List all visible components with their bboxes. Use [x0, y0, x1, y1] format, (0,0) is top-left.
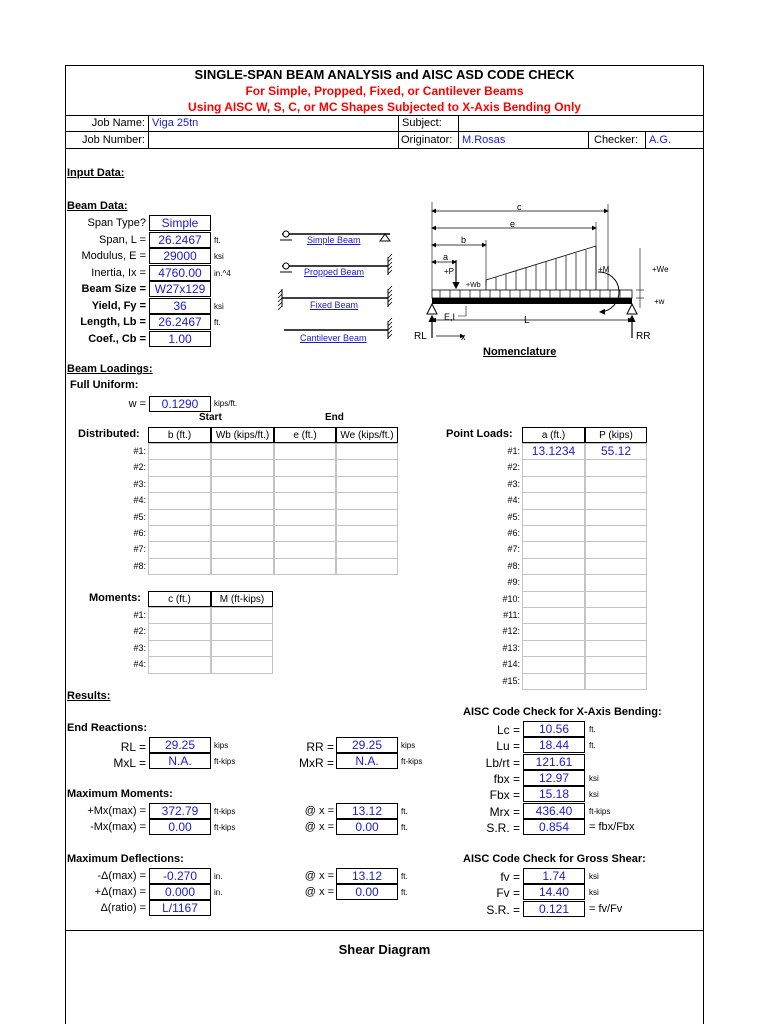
point-load-row-label: #15: — [502, 675, 520, 686]
moment-cell[interactable] — [148, 623, 211, 640]
nom-we: +We — [652, 265, 669, 274]
subtitle-2: Using AISC W, S, C, or MC Shapes Subjected to X-Axis Bending Only — [188, 100, 581, 114]
distributed-cell[interactable] — [148, 509, 211, 526]
beam-type-propped[interactable]: Propped Beam — [304, 267, 365, 277]
distributed-row-label: #4: — [133, 495, 146, 506]
ratio-label: Δ(ratio) = — [100, 902, 146, 914]
aisc-shear-label: fv = — [500, 870, 520, 884]
distributed-header: e (ft.) — [274, 427, 336, 443]
neg-m-x-value: 0.00 — [336, 819, 398, 835]
beam-field-unit: ft. — [214, 235, 221, 245]
distributed-cell[interactable] — [274, 459, 336, 476]
mxl-unit: ft-kips — [214, 757, 236, 766]
neg-d-unit: in. — [214, 872, 223, 881]
job-name-value[interactable]: Viga 25tn — [152, 117, 199, 129]
point-load-cell[interactable] — [522, 525, 585, 542]
distributed-cell[interactable] — [274, 476, 336, 493]
aisc-shear-value: 14.40 — [523, 884, 585, 900]
distributed-cell[interactable] — [274, 525, 336, 542]
point-load-cell[interactable] — [522, 459, 585, 476]
nom-rr: RR — [636, 331, 651, 342]
neg-m-x-unit: ft. — [401, 823, 408, 832]
distributed-cell[interactable] — [336, 492, 398, 509]
aisc-bending-label: Lb/rt = — [485, 755, 520, 770]
distributed-cell[interactable] — [211, 525, 274, 542]
originator-value[interactable]: M.Rosas — [462, 134, 506, 146]
distributed-cell[interactable] — [211, 492, 274, 509]
beam-type-simple[interactable]: Simple Beam — [307, 235, 361, 245]
nom-a: a — [443, 252, 449, 262]
full-uniform-heading: Full Uniform: — [70, 379, 139, 391]
beam-field-label: Coef., Cb = — [88, 332, 146, 345]
distributed-cell[interactable] — [148, 443, 211, 460]
beam-field-unit: ksi — [214, 301, 224, 311]
distributed-cell[interactable] — [148, 541, 211, 558]
divider — [65, 131, 704, 132]
job-number-label: Job Number: — [82, 134, 145, 146]
nom-x: x — [461, 332, 466, 342]
job-name-label: Job Name: — [91, 117, 145, 129]
distributed-header: We (kips/ft.) — [336, 427, 398, 443]
divider — [65, 930, 704, 931]
distributed-cell[interactable] — [274, 509, 336, 526]
pos-d-label: +Δ(max) = — [94, 886, 146, 898]
beam-field-unit: in.^4 — [214, 268, 231, 278]
input-data-heading: Input Data: — [67, 167, 125, 179]
pos-m-unit: ft-kips — [214, 807, 236, 816]
pos-d-x-value: 0.00 — [336, 884, 398, 900]
pos-d-x-unit: ft. — [401, 888, 408, 897]
moment-header: M (ft-kips) — [211, 591, 273, 607]
neg-m-value: 0.00 — [149, 819, 211, 835]
point-load-cell[interactable] — [522, 673, 585, 690]
nom-p: +P — [444, 267, 455, 276]
point-load-cell[interactable] — [522, 640, 585, 657]
rr-unit: kips — [401, 741, 416, 750]
rl-value: 29.25 — [149, 737, 211, 753]
w-input[interactable]: 0.1290 — [149, 396, 211, 412]
start-label: Start — [199, 412, 222, 423]
neg-d-x-unit: ft. — [401, 872, 408, 881]
point-load-row-label: #7: — [507, 544, 520, 555]
point-load-cell[interactable] — [585, 607, 647, 624]
rl-label: RL = — [120, 740, 146, 754]
aisc-shear-unit: ksi — [589, 888, 599, 898]
point-load-row-label: #4: — [507, 495, 520, 506]
mxl-label: MxL = — [113, 756, 146, 770]
point-load-header: a (ft.) — [522, 427, 585, 443]
point-load-cell[interactable]: 13.1234 — [522, 443, 585, 460]
moment-row-label: #2: — [133, 626, 146, 637]
point-load-cell[interactable] — [522, 607, 585, 624]
nom-e: e — [510, 219, 516, 229]
distributed-row-label: #7: — [133, 544, 146, 555]
neg-m-label: -Mx(max) = — [90, 821, 146, 833]
beam-field-input[interactable]: 4760.00 — [149, 265, 211, 281]
aisc-bending-label: S.R. = — [486, 820, 520, 835]
divider — [65, 148, 704, 149]
point-load-cell[interactable] — [522, 623, 585, 640]
distributed-cell[interactable] — [336, 476, 398, 493]
point-load-cell[interactable] — [585, 640, 647, 657]
beam-field-label: Span Type? — [87, 217, 146, 229]
moment-cell[interactable] — [211, 607, 273, 624]
beam-field-label: Length, Lb = — [80, 316, 146, 328]
distributed-row-label: #8: — [133, 560, 146, 571]
moment-cell[interactable] — [211, 640, 273, 657]
moment-cell[interactable] — [148, 656, 211, 673]
end-reactions-heading: End Reactions: — [67, 722, 148, 734]
beam-field-label: Yield, Fy = — [91, 299, 146, 312]
point-load-cell[interactable] — [585, 656, 647, 673]
max-moments-heading: Maximum Moments: — [67, 788, 173, 800]
point-load-cell[interactable] — [585, 525, 647, 542]
point-load-cell[interactable] — [522, 476, 585, 493]
point-load-row-label: #6: — [507, 528, 520, 538]
beam-field-unit: ksi — [214, 252, 224, 261]
aisc-bending-unit: ksi — [589, 790, 599, 800]
beam-type-cantilever[interactable]: Cantilever Beam — [300, 333, 367, 343]
distributed-row-label: #3: — [133, 478, 146, 489]
rr-label: RR = — [306, 740, 334, 754]
point-load-row-label: #2: — [507, 462, 520, 473]
distributed-cell[interactable] — [336, 525, 398, 542]
beam-field-input[interactable]: 26.2467 — [149, 314, 211, 330]
point-load-cell[interactable] — [585, 574, 647, 591]
page-title: SINGLE-SPAN BEAM ANALYSIS and AISC ASD CODE CHECK — [194, 67, 575, 82]
point-load-cell[interactable] — [522, 492, 585, 509]
aisc-bending-label: Mrx = — [489, 804, 520, 819]
aisc-bending-value: 12.97 — [523, 770, 585, 786]
point-load-cell[interactable] — [585, 492, 647, 509]
moment-row-label: #1: — [133, 610, 146, 620]
divider — [645, 131, 646, 148]
point-load-row-label: #12: — [502, 626, 520, 637]
point-load-row-label: #8: — [507, 560, 520, 571]
aisc-bending-value: 15.18 — [523, 786, 585, 802]
pos-d-value: 0.000 — [149, 884, 211, 900]
aisc-shear-label: Fv = — [496, 886, 520, 901]
moment-row-label: #3: — [133, 642, 146, 653]
distributed-header: b (ft.) — [148, 427, 211, 443]
neg-d-value: -0.270 — [149, 868, 211, 884]
distributed-cell[interactable] — [148, 558, 211, 575]
end-label: End — [325, 412, 344, 423]
pos-d-unit: in. — [214, 888, 223, 897]
moments-label: Moments: — [89, 592, 141, 604]
neg-d-x-label: @ x = — [304, 870, 334, 882]
point-load-cell[interactable] — [585, 623, 647, 640]
point-load-row-label: #11: — [503, 610, 520, 620]
aisc-bending-value: 436.40 — [523, 803, 585, 819]
shear-diagram-title: Shear Diagram — [338, 942, 431, 957]
moment-header: c (ft.) — [148, 591, 211, 607]
aisc-bending-unit: ft. — [589, 741, 596, 751]
distributed-cell[interactable] — [211, 459, 274, 476]
nom-m: +M — [598, 265, 610, 274]
distributed-header: Wb (kips/ft.) — [211, 427, 274, 443]
distributed-cell[interactable] — [148, 459, 211, 476]
distributed-cell[interactable] — [336, 459, 398, 476]
point-load-cell[interactable] — [522, 656, 585, 673]
beam-data-heading: Beam Data: — [67, 200, 128, 212]
mxr-label: MxR = — [298, 756, 334, 770]
nom-wb: +Wb — [466, 282, 481, 289]
beam-field-input[interactable]: Simple — [149, 215, 211, 231]
originator-label: Originator: — [401, 134, 453, 146]
subtitle-1: For Simple, Propped, Fixed, or Cantilever Beams — [245, 84, 524, 98]
moment-cell[interactable] — [148, 640, 211, 657]
max-deflections-heading: Maximum Deflections: — [67, 853, 184, 865]
point-load-cell[interactable] — [522, 541, 585, 558]
distributed-cell[interactable] — [274, 558, 336, 575]
distributed-cell[interactable] — [336, 443, 398, 460]
point-load-cell[interactable] — [585, 591, 647, 608]
distributed-row-label: #5: — [133, 511, 146, 522]
point-load-cell[interactable] — [585, 541, 647, 558]
neg-d-label: -Δ(max) = — [97, 870, 146, 882]
aisc-bending-value: 18.44 — [523, 737, 585, 753]
divider — [65, 115, 704, 116]
moment-cell[interactable] — [148, 607, 211, 624]
point-load-row-label: #1: — [507, 446, 520, 456]
rr-value: 29.25 — [336, 737, 398, 753]
distributed-row-label: #1: — [133, 446, 146, 456]
divider — [398, 115, 399, 148]
point-load-cell[interactable] — [585, 476, 647, 493]
aisc-shear-value: 1.74 — [523, 868, 585, 884]
pos-m-label: +Mx(max) = — [87, 805, 146, 817]
point-load-cell[interactable]: 55.12 — [585, 443, 647, 460]
beam-field-label: Span, L = — [99, 233, 146, 246]
aisc-bending-label: Fbx = — [489, 788, 520, 803]
distributed-cell[interactable] — [336, 541, 398, 558]
aisc-bending-unit: ft-kips — [589, 806, 611, 816]
moment-cell[interactable] — [211, 623, 273, 640]
aisc-bending-value: 121.61 — [523, 754, 585, 770]
w-unit: kips/ft. — [214, 399, 238, 408]
distributed-cell[interactable] — [211, 558, 274, 575]
point-load-cell[interactable] — [585, 673, 647, 690]
beam-type-fixed[interactable]: Fixed Beam — [310, 300, 359, 310]
point-load-row-label: #9: — [507, 577, 520, 588]
distributed-cell[interactable] — [148, 476, 211, 493]
subject-label: Subject: — [402, 117, 442, 129]
aisc-bending-heading: AISC Code Check for X-Axis Bending: — [463, 706, 662, 718]
distributed-cell[interactable] — [211, 443, 274, 460]
point-load-row-label: #3: — [507, 478, 520, 489]
point-load-row-label: #10: — [502, 593, 520, 604]
aisc-bending-value: 0.854 — [523, 819, 585, 835]
pos-d-x-label: @ x = — [304, 886, 334, 898]
aisc-shear-label: S.R. = — [486, 902, 520, 917]
rl-unit: kips — [214, 741, 229, 750]
nom-c: c — [517, 202, 522, 212]
distributed-cell[interactable] — [148, 492, 211, 509]
beam-field-input[interactable]: 1.00 — [149, 331, 211, 347]
beam-field-input[interactable]: W27x129 — [149, 281, 211, 297]
mxr-value: N.A. — [336, 753, 398, 769]
aisc-bending-label: Lc = — [496, 723, 520, 737]
point-load-cell[interactable] — [522, 574, 585, 591]
distributed-cell[interactable] — [274, 492, 336, 509]
point-load-row-label: #13: — [502, 642, 520, 653]
distributed-label: Distributed: — [78, 428, 140, 440]
beam-field-input[interactable]: 26.2467 — [149, 232, 211, 248]
pos-m-x-value: 13.12 — [336, 803, 398, 819]
point-load-cell[interactable] — [585, 509, 647, 526]
distributed-cell[interactable] — [211, 509, 274, 526]
nomenclature-title: Nomenclature — [483, 346, 557, 358]
aisc-bending-unit: ksi — [589, 773, 599, 783]
point-load-cell[interactable] — [585, 558, 647, 575]
beam-field-input[interactable]: 36 — [149, 298, 211, 314]
point-load-row-label: #14: — [502, 659, 520, 670]
distributed-cell[interactable] — [148, 525, 211, 542]
point-load-cell[interactable] — [522, 558, 585, 575]
checker-label: Checker: — [594, 134, 639, 146]
aisc-bending-label: Lu = — [496, 739, 520, 754]
mxl-value: N.A. — [149, 753, 211, 769]
mxr-unit: ft-kips — [401, 757, 423, 766]
point-load-row-label: #5: — [507, 511, 520, 522]
aisc-bending-value: 10.56 — [523, 721, 585, 737]
aisc-shear-unit: = fv/Fv — [589, 902, 623, 915]
point-load-cell[interactable] — [522, 509, 585, 526]
neg-m-x-label: @ x = — [304, 821, 334, 833]
distributed-cell[interactable] — [211, 541, 274, 558]
neg-m-unit: ft-kips — [214, 823, 236, 832]
beam-field-unit: ft. — [214, 318, 221, 327]
beam-field-label: Beam Size = — [81, 283, 146, 295]
nom-l: L — [524, 315, 530, 326]
ratio-value: L/1167 — [149, 900, 211, 916]
distributed-cell[interactable] — [336, 558, 398, 575]
pos-m-x-label: @ x = — [304, 805, 334, 817]
beam-field-label: Modulus, E = — [81, 250, 146, 262]
aisc-shear-unit: ksi — [589, 872, 599, 881]
aisc-bending-unit: = fbx/Fbx — [589, 820, 635, 833]
point-load-header: P (kips) — [585, 427, 647, 443]
pos-m-x-unit: ft. — [401, 807, 408, 816]
neg-d-x-value: 13.12 — [336, 868, 398, 884]
nom-rl: RL — [414, 331, 427, 342]
divider — [458, 115, 459, 148]
point-loads-label: Point Loads: — [446, 428, 513, 440]
aisc-bending-unit: ft. — [589, 725, 596, 734]
beam-field-label: Inertia, Ix = — [91, 266, 146, 279]
divider — [588, 131, 589, 148]
nom-ei: E,I — [444, 312, 456, 322]
distributed-cell[interactable] — [336, 509, 398, 526]
aisc-shear-value: 0.121 — [523, 901, 585, 917]
pos-m-value: 372.79 — [149, 803, 211, 819]
distributed-cell[interactable] — [211, 476, 274, 493]
distributed-cell[interactable] — [274, 443, 336, 460]
results-heading: Results: — [67, 690, 111, 702]
beam-field-input[interactable]: 29000 — [149, 248, 211, 264]
distributed-row-label: #6: — [133, 528, 146, 538]
nom-w: +w — [654, 297, 665, 306]
divider — [148, 115, 149, 148]
beam-loadings-heading: Beam Loadings: — [67, 363, 153, 375]
w-label: w = — [128, 398, 146, 410]
aisc-shear-heading: AISC Code Check for Gross Shear: — [463, 853, 646, 865]
moment-cell[interactable] — [211, 656, 273, 673]
moment-row-label: #4: — [133, 659, 146, 670]
checker-value[interactable]: A.G. — [649, 134, 672, 146]
point-load-cell[interactable] — [522, 591, 585, 608]
distributed-cell[interactable] — [274, 541, 336, 558]
point-load-cell[interactable] — [585, 459, 647, 476]
distributed-row-label: #2: — [133, 462, 146, 473]
nom-b: b — [461, 235, 467, 245]
aisc-bending-label: fbx = — [493, 771, 520, 786]
